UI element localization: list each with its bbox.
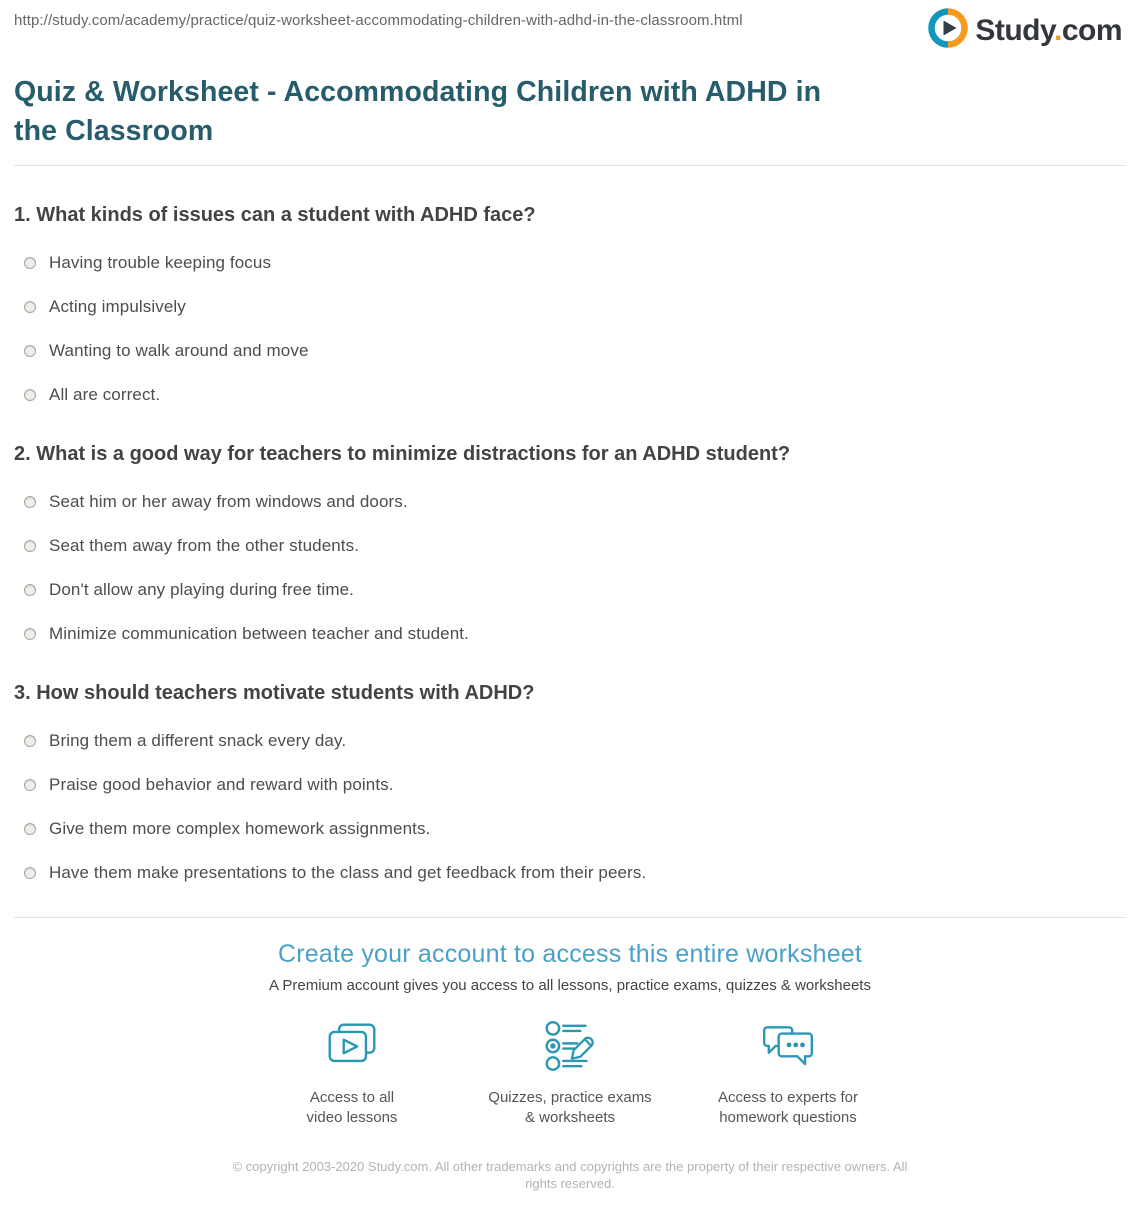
page-title: Quiz & Worksheet - Accommodating Children with ADHD in the Classroom bbox=[14, 76, 822, 147]
answer-option[interactable]: Have them make presentations to the class and get feedback from their peers. bbox=[24, 863, 1126, 883]
cta-heading: Create your account to access this entire worksheet bbox=[277, 940, 863, 968]
radio-button-icon[interactable] bbox=[24, 257, 36, 269]
radio-button-icon[interactable] bbox=[24, 301, 36, 313]
cta-subheading: A Premium account gives you access to all lessons, practice exams, quizzes & worksheets bbox=[269, 977, 871, 994]
feature-list bbox=[0, 1018, 1140, 1128]
radio-button-icon[interactable] bbox=[24, 389, 36, 401]
feature-quizzes-worksheets bbox=[461, 1018, 679, 1128]
quiz-worksheet-icon bbox=[461, 1018, 679, 1080]
radio-button-icon[interactable] bbox=[24, 496, 36, 508]
radio-button-icon[interactable] bbox=[24, 584, 36, 596]
studycom-wordmark: Study.com bbox=[975, 13, 1122, 47]
top-bar bbox=[0, 0, 1140, 53]
question-2 bbox=[14, 443, 1126, 644]
radio-button-icon[interactable] bbox=[24, 867, 36, 879]
quiz-worksheet bbox=[14, 204, 1126, 883]
answer-option[interactable]: Bring them a different snack every day. bbox=[24, 731, 1126, 751]
answer-option[interactable]: Praise good behavior and reward with points. bbox=[24, 775, 1126, 795]
feature-label: Access to all video lessons bbox=[306, 1089, 398, 1126]
feature-label: Access to experts for homework questions bbox=[717, 1089, 859, 1126]
feature-video-lessons bbox=[243, 1018, 461, 1128]
video-lessons-icon bbox=[243, 1018, 461, 1080]
title-divider bbox=[14, 165, 1126, 166]
question-1 bbox=[14, 204, 1126, 405]
radio-button-icon[interactable] bbox=[24, 345, 36, 357]
question-3 bbox=[14, 682, 1126, 883]
radio-button-icon[interactable] bbox=[24, 628, 36, 640]
radio-button-icon[interactable] bbox=[24, 823, 36, 835]
answer-option[interactable]: Acting impulsively bbox=[24, 297, 1126, 317]
studycom-logo[interactable] bbox=[928, 8, 1122, 53]
answer-option[interactable]: Seat them away from the other students. bbox=[24, 536, 1126, 556]
answer-option[interactable]: Wanting to walk around and move bbox=[24, 341, 1126, 361]
cta-section bbox=[0, 940, 1140, 1128]
page-url: http://study.com/academy/practice/quiz-worksheet-accommodating-children-with-adhd-in-the-classroom.html bbox=[14, 12, 743, 29]
cta-divider bbox=[14, 917, 1126, 918]
feature-label: Quizzes, practice exams & worksheets bbox=[488, 1089, 652, 1126]
answer-option[interactable]: All are correct. bbox=[24, 385, 1126, 405]
question-heading: 1. What kinds of issues can a student with ADHD face? bbox=[14, 204, 536, 226]
answer-option[interactable]: Minimize communication between teacher and student. bbox=[24, 624, 1126, 644]
radio-button-icon[interactable] bbox=[24, 540, 36, 552]
question-heading: 3. How should teachers motivate students with ADHD? bbox=[14, 682, 535, 704]
chat-experts-icon bbox=[679, 1018, 897, 1080]
feature-experts-help bbox=[679, 1018, 897, 1128]
question-heading: 2. What is a good way for teachers to minimize distractions for an ADHD student? bbox=[14, 443, 791, 465]
answer-option[interactable]: Give them more complex homework assignments. bbox=[24, 819, 1126, 839]
answer-option[interactable]: Don't allow any playing during free time. bbox=[24, 580, 1126, 600]
radio-button-icon[interactable] bbox=[24, 735, 36, 747]
studycom-play-icon bbox=[928, 8, 968, 53]
copyright-notice: © copyright 2003-2020 Study.com. All other trademarks and copyrights are the property of their respective owners. All rights reserved. bbox=[232, 1159, 908, 1191]
answer-option[interactable]: Having trouble keeping focus bbox=[24, 253, 1126, 273]
answer-option[interactable]: Seat him or her away from windows and doors. bbox=[24, 492, 1126, 512]
radio-button-icon[interactable] bbox=[24, 779, 36, 791]
